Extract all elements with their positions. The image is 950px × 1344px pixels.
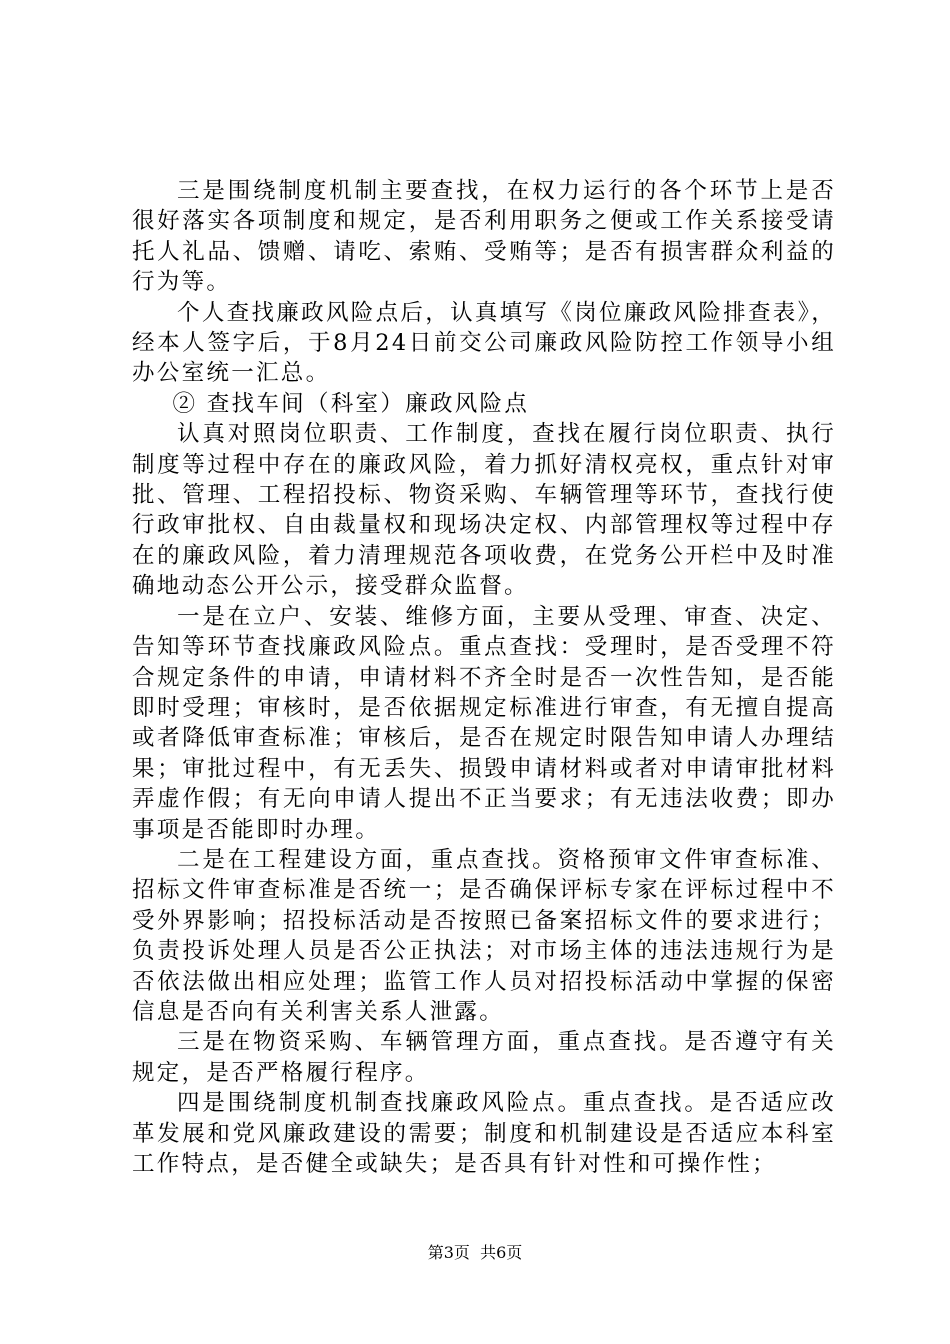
paragraph-institution-mechanism: 三是围绕制度机制主要查找，在权力运行的各个环节上是否很好落实各项制度和规定，是否利用职务之便或工作关系接受请托人礼品、馈赠、请吃、索贿、受贿等；是否有损害群众利益的行为等。 (132, 178, 836, 296)
paragraph-mechanism-check: 四是围绕制度机制查找廉政风险点。重点查找。是否适应改革发展和党风廉政建设的需要；制度和机制建设是否适应本科室工作特点，是否健全或缺失；是否具有针对性和可操作性； (132, 1090, 836, 1177)
section-heading-workshop-risk: ② 查找车间（科室）廉政风险点 (172, 390, 530, 417)
paragraph-engineering: 二是在工程建设方面，重点查找。资格预审文件审查标准、招标文件审查标准是否统一；是否确保评标专家在评标过程中不受外界影响；招投标活动是否按照已备案招标文件的要求进行；负责投诉处理人员是否公正执法；对市场主体的违法违规行为是否依法做出相应处理；监管工作人员对招投标活动中掌握的保密信息是否向有关利害关系人泄露。 (132, 846, 836, 1025)
paragraph-procurement: 三是在物资采购、车辆管理方面，重点查找。是否遵守有关规定，是否严格履行程序。 (132, 1029, 836, 1086)
paragraph-personal-check: 个人查找廉政风险点后，认真填写《岗位廉政风险排查表》，经本人签字后，于8月24日前交公司廉政风险防控工作领导小组办公室统一汇总。 (132, 299, 836, 387)
paragraph-install-repair: 一是在立户、安装、维修方面，主要从受理、审查、决定、告知等环节查找廉政风险点。重点查找：受理时，是否受理不符合规定条件的申请，申请材料不齐全时是否一次性告知，是否能即时受理；审核时，是否依据规定标准进行审查，有无擅自提高或者降低审查标准；审核后，是否在规定时限告知申请人办理结果；审批过程中，有无丢失、损毁申请材料或者对申请审批材料弄虚作假；有无向申请人提出不正当要求；有无违法收费；即办事项是否能即时办理。 (132, 603, 836, 843)
page-number-footer (0, 1240, 950, 1263)
paragraph-duty-check: 认真对照岗位职责、工作制度，查找在履行岗位职责、执行制度等过程中存在的廉政风险，着力抓好清权亮权，重点针对审批、管理、工程招投标、物资采购、车辆管理等环节，查找行使行政审批权、自由裁量权和现场决定权、内部管理权等过程中存在的廉政风险，着力清理规范各项收费，在党务公开栏中及时准确地动态公开公示，接受群众监督。 (132, 421, 836, 600)
document-body (132, 176, 836, 1179)
page-number-text: 第3页 共6页 (427, 1243, 523, 1262)
